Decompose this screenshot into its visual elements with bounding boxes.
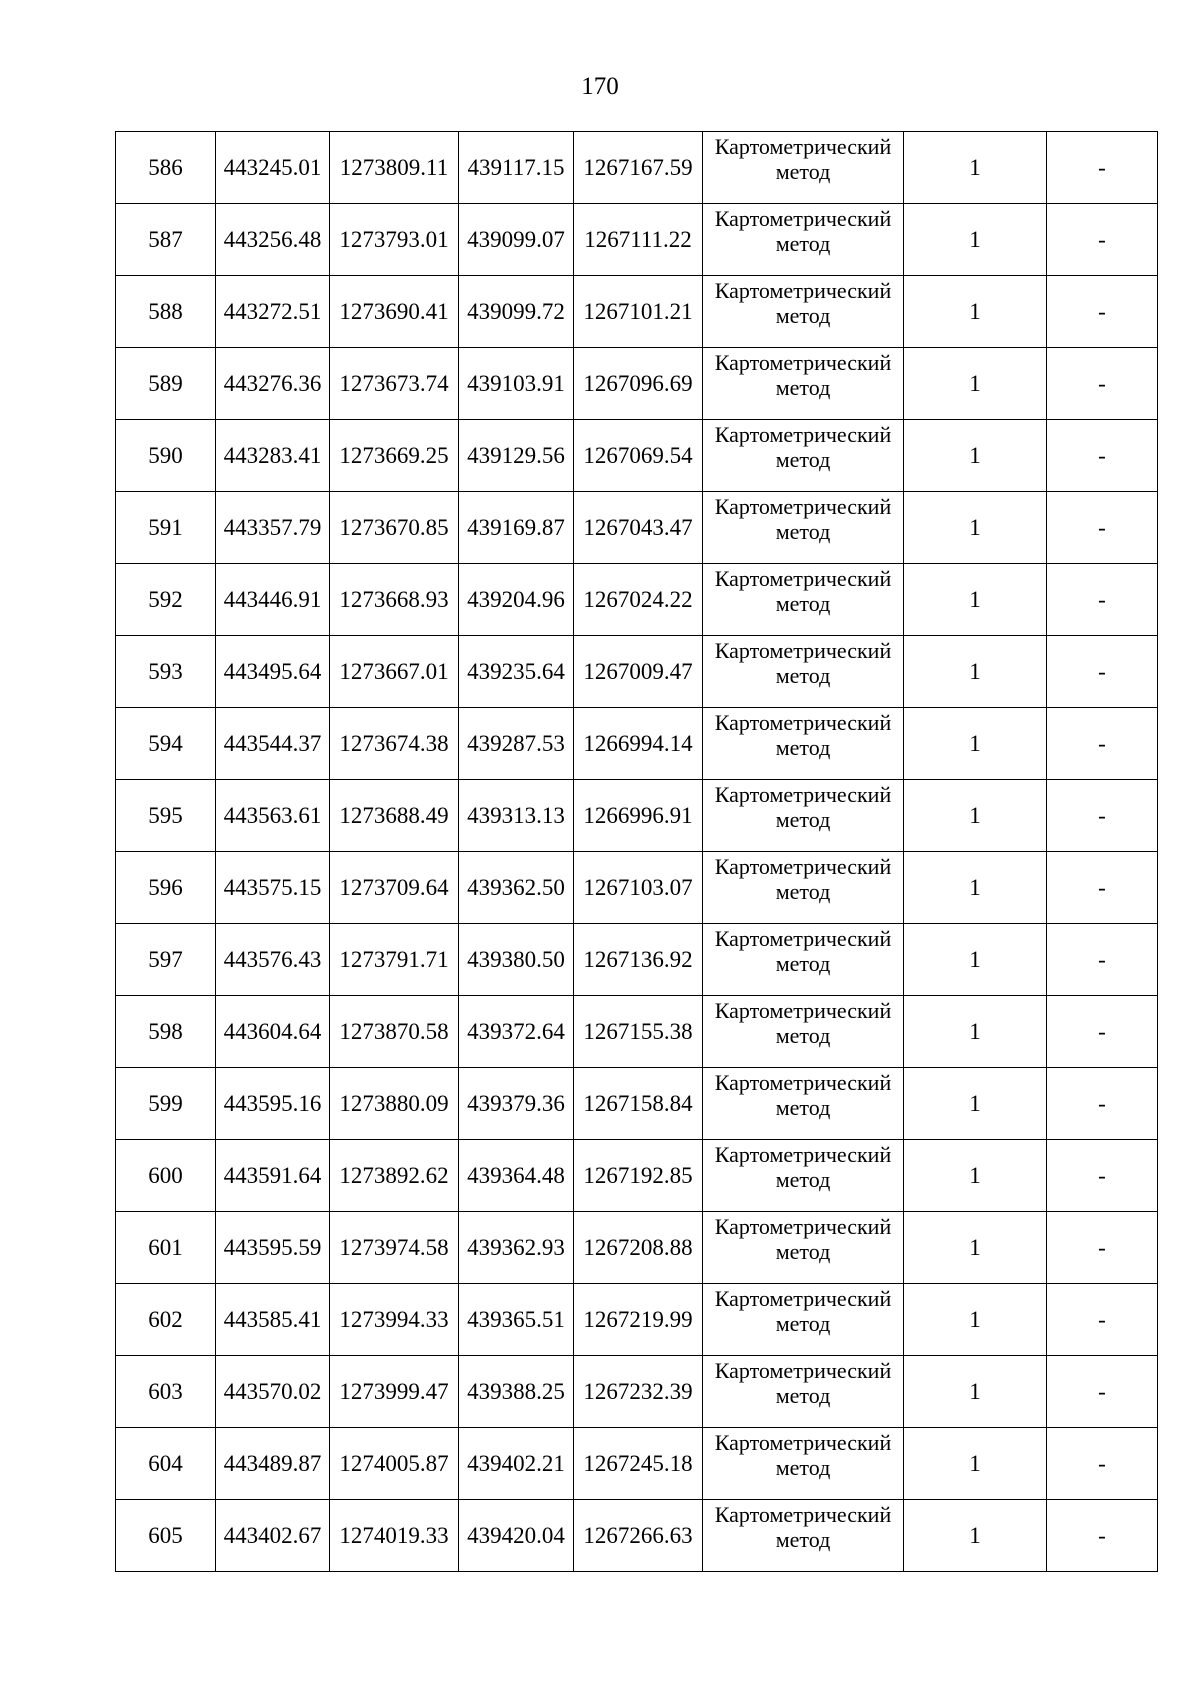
x1-cell: 443595.59	[216, 1212, 330, 1284]
table-row	[116, 924, 1158, 996]
accuracy-cell: 1	[904, 564, 1047, 636]
x2-cell: 439380.50	[459, 924, 574, 996]
method-cell	[703, 1356, 904, 1428]
y2-cell: 1267136.92	[574, 924, 703, 996]
note-cell: -	[1047, 1140, 1158, 1212]
x2-cell: 439365.51	[459, 1284, 574, 1356]
method-cell	[703, 996, 904, 1068]
y2-cell: 1267158.84	[574, 1068, 703, 1140]
x2-cell: 439287.53	[459, 708, 574, 780]
y1-cell: 1274019.33	[330, 1500, 459, 1572]
method-cell	[703, 1140, 904, 1212]
accuracy-cell: 1	[904, 1356, 1047, 1428]
point-number-cell: 597	[116, 924, 216, 996]
point-number-cell: 601	[116, 1212, 216, 1284]
note-cell: -	[1047, 1068, 1158, 1140]
note-cell: -	[1047, 564, 1158, 636]
point-number-cell: 605	[116, 1500, 216, 1572]
method-cell	[703, 132, 904, 204]
y1-cell: 1273994.33	[330, 1284, 459, 1356]
method-line-1: Картометрический	[714, 350, 892, 375]
x1-cell: 443595.16	[216, 1068, 330, 1140]
note-cell: -	[1047, 420, 1158, 492]
x2-cell: 439379.36	[459, 1068, 574, 1140]
y1-cell: 1273791.71	[330, 924, 459, 996]
method-cell	[703, 420, 904, 492]
point-number-cell: 587	[116, 204, 216, 276]
method-cell	[703, 708, 904, 780]
accuracy-cell: 1	[904, 708, 1047, 780]
point-number-cell: 594	[116, 708, 216, 780]
accuracy-cell: 1	[904, 852, 1047, 924]
method-line-2: метод	[775, 1455, 831, 1480]
table-row	[116, 132, 1158, 204]
method-line-1: Картометрический	[714, 854, 892, 879]
note-cell: -	[1047, 1284, 1158, 1356]
method-line-1: Картометрический	[714, 566, 892, 591]
x2-cell: 439313.13	[459, 780, 574, 852]
y2-cell: 1267167.59	[574, 132, 703, 204]
y2-cell: 1266996.91	[574, 780, 703, 852]
y2-cell: 1267111.22	[574, 204, 703, 276]
y2-cell: 1267009.47	[574, 636, 703, 708]
note-cell: -	[1047, 348, 1158, 420]
method-line-2: метод	[775, 447, 831, 472]
note-cell: -	[1047, 852, 1158, 924]
method-line-1: Картометрический	[714, 1142, 892, 1167]
x1-cell: 443357.79	[216, 492, 330, 564]
table-row	[116, 852, 1158, 924]
table-row	[116, 1356, 1158, 1428]
x2-cell: 439129.56	[459, 420, 574, 492]
accuracy-cell: 1	[904, 996, 1047, 1068]
y2-cell: 1266994.14	[574, 708, 703, 780]
method-line-1: Картометрический	[714, 422, 892, 447]
method-line-1: Картометрический	[714, 710, 892, 735]
accuracy-cell: 1	[904, 780, 1047, 852]
method-line-2: метод	[775, 1311, 831, 1336]
point-number-cell: 591	[116, 492, 216, 564]
method-cell	[703, 780, 904, 852]
y2-cell: 1267219.99	[574, 1284, 703, 1356]
y1-cell: 1273688.49	[330, 780, 459, 852]
x1-cell: 443272.51	[216, 276, 330, 348]
accuracy-cell: 1	[904, 1500, 1047, 1572]
method-line-1: Картометрический	[714, 1430, 892, 1455]
y2-cell: 1267245.18	[574, 1428, 703, 1500]
method-line-1: Картометрический	[714, 278, 892, 303]
y2-cell: 1267024.22	[574, 564, 703, 636]
y1-cell: 1273974.58	[330, 1212, 459, 1284]
x1-cell: 443576.43	[216, 924, 330, 996]
point-number-cell: 604	[116, 1428, 216, 1500]
x2-cell: 439235.64	[459, 636, 574, 708]
table-row	[116, 348, 1158, 420]
accuracy-cell: 1	[904, 1428, 1047, 1500]
table-row	[116, 564, 1158, 636]
method-cell	[703, 1212, 904, 1284]
method-line-2: метод	[775, 1527, 831, 1552]
x1-cell: 443604.64	[216, 996, 330, 1068]
method-line-1: Картометрический	[714, 782, 892, 807]
y1-cell: 1273999.47	[330, 1356, 459, 1428]
note-cell: -	[1047, 1428, 1158, 1500]
y1-cell: 1273667.01	[330, 636, 459, 708]
table-row	[116, 204, 1158, 276]
x2-cell: 439388.25	[459, 1356, 574, 1428]
y2-cell: 1267192.85	[574, 1140, 703, 1212]
x2-cell: 439362.93	[459, 1212, 574, 1284]
table-row	[116, 708, 1158, 780]
accuracy-cell: 1	[904, 204, 1047, 276]
point-number-cell: 598	[116, 996, 216, 1068]
y1-cell: 1273669.25	[330, 420, 459, 492]
note-cell: -	[1047, 996, 1158, 1068]
y2-cell: 1267155.38	[574, 996, 703, 1068]
method-line-1: Картометрический	[714, 1070, 892, 1095]
x2-cell: 439169.87	[459, 492, 574, 564]
method-line-2: метод	[775, 1383, 831, 1408]
method-line-1: Картометрический	[714, 134, 892, 159]
point-number-cell: 603	[116, 1356, 216, 1428]
x2-cell: 439372.64	[459, 996, 574, 1068]
method-line-2: метод	[775, 1023, 831, 1048]
accuracy-cell: 1	[904, 636, 1047, 708]
method-cell	[703, 924, 904, 996]
point-number-cell: 589	[116, 348, 216, 420]
method-cell	[703, 204, 904, 276]
method-line-1: Картометрический	[714, 206, 892, 231]
y1-cell: 1273870.58	[330, 996, 459, 1068]
x1-cell: 443585.41	[216, 1284, 330, 1356]
y1-cell: 1273793.01	[330, 204, 459, 276]
method-line-2: метод	[775, 1239, 831, 1264]
method-line-2: метод	[775, 375, 831, 400]
table-body	[116, 132, 1158, 1572]
point-number-cell: 593	[116, 636, 216, 708]
table-row	[116, 636, 1158, 708]
method-line-2: метод	[775, 1167, 831, 1192]
coordinates-table	[115, 131, 1158, 1572]
x1-cell: 443245.01	[216, 132, 330, 204]
y1-cell: 1273892.62	[330, 1140, 459, 1212]
method-line-2: метод	[775, 303, 831, 328]
method-cell	[703, 492, 904, 564]
x1-cell: 443276.36	[216, 348, 330, 420]
y2-cell: 1267043.47	[574, 492, 703, 564]
method-line-2: метод	[775, 807, 831, 832]
table-row	[116, 420, 1158, 492]
x1-cell: 443570.02	[216, 1356, 330, 1428]
method-line-1: Картометрический	[714, 1286, 892, 1311]
accuracy-cell: 1	[904, 1068, 1047, 1140]
method-line-2: метод	[775, 1095, 831, 1120]
method-line-2: метод	[775, 879, 831, 904]
accuracy-cell: 1	[904, 276, 1047, 348]
method-cell	[703, 276, 904, 348]
method-line-1: Картометрический	[714, 998, 892, 1023]
x1-cell: 443402.67	[216, 1500, 330, 1572]
point-number-cell: 592	[116, 564, 216, 636]
accuracy-cell: 1	[904, 348, 1047, 420]
table-row	[116, 1140, 1158, 1212]
page-number: 170	[581, 73, 619, 100]
note-cell: -	[1047, 492, 1158, 564]
point-number-cell: 600	[116, 1140, 216, 1212]
point-number-cell: 586	[116, 132, 216, 204]
y2-cell: 1267208.88	[574, 1212, 703, 1284]
x2-cell: 439362.50	[459, 852, 574, 924]
y1-cell: 1273880.09	[330, 1068, 459, 1140]
x1-cell: 443283.41	[216, 420, 330, 492]
y1-cell: 1273690.41	[330, 276, 459, 348]
table-row	[116, 492, 1158, 564]
method-line-2: метод	[775, 735, 831, 760]
x2-cell: 439099.07	[459, 204, 574, 276]
point-number-cell: 602	[116, 1284, 216, 1356]
y1-cell: 1274005.87	[330, 1428, 459, 1500]
method-line-2: метод	[775, 519, 831, 544]
y2-cell: 1267101.21	[574, 276, 703, 348]
note-cell: -	[1047, 276, 1158, 348]
method-line-1: Картометрический	[714, 1502, 892, 1527]
method-cell	[703, 1284, 904, 1356]
method-line-2: метод	[775, 231, 831, 256]
method-cell	[703, 564, 904, 636]
y1-cell: 1273670.85	[330, 492, 459, 564]
y2-cell: 1267266.63	[574, 1500, 703, 1572]
table-row	[116, 780, 1158, 852]
point-number-cell: 590	[116, 420, 216, 492]
method-cell	[703, 1500, 904, 1572]
method-cell	[703, 1428, 904, 1500]
y1-cell: 1273674.38	[330, 708, 459, 780]
method-line-2: метод	[775, 951, 831, 976]
note-cell: -	[1047, 708, 1158, 780]
x2-cell: 439420.04	[459, 1500, 574, 1572]
accuracy-cell: 1	[904, 1140, 1047, 1212]
table-row	[116, 996, 1158, 1068]
point-number-cell: 588	[116, 276, 216, 348]
method-cell	[703, 1068, 904, 1140]
x1-cell: 443256.48	[216, 204, 330, 276]
point-number-cell: 596	[116, 852, 216, 924]
y2-cell: 1267103.07	[574, 852, 703, 924]
table-row	[116, 1068, 1158, 1140]
table-row	[116, 1500, 1158, 1572]
x2-cell: 439364.48	[459, 1140, 574, 1212]
y1-cell: 1273709.64	[330, 852, 459, 924]
x2-cell: 439402.21	[459, 1428, 574, 1500]
accuracy-cell: 1	[904, 1212, 1047, 1284]
method-cell	[703, 852, 904, 924]
method-cell	[703, 348, 904, 420]
method-line-1: Картометрический	[714, 1214, 892, 1239]
x1-cell: 443563.61	[216, 780, 330, 852]
method-line-2: метод	[775, 663, 831, 688]
table-row	[116, 276, 1158, 348]
x1-cell: 443495.64	[216, 636, 330, 708]
point-number-cell: 595	[116, 780, 216, 852]
note-cell: -	[1047, 204, 1158, 276]
y2-cell: 1267069.54	[574, 420, 703, 492]
table-row	[116, 1428, 1158, 1500]
x1-cell: 443489.87	[216, 1428, 330, 1500]
x1-cell: 443591.64	[216, 1140, 330, 1212]
point-number-cell: 599	[116, 1068, 216, 1140]
table-row	[116, 1284, 1158, 1356]
table-row	[116, 1212, 1158, 1284]
accuracy-cell: 1	[904, 420, 1047, 492]
accuracy-cell: 1	[904, 924, 1047, 996]
method-line-2: метод	[775, 591, 831, 616]
method-line-2: метод	[775, 159, 831, 184]
y1-cell: 1273809.11	[330, 132, 459, 204]
note-cell: -	[1047, 1500, 1158, 1572]
note-cell: -	[1047, 1356, 1158, 1428]
x2-cell: 439099.72	[459, 276, 574, 348]
accuracy-cell: 1	[904, 492, 1047, 564]
y1-cell: 1273668.93	[330, 564, 459, 636]
x2-cell: 439117.15	[459, 132, 574, 204]
method-line-1: Картометрический	[714, 494, 892, 519]
x2-cell: 439103.91	[459, 348, 574, 420]
method-line-1: Картометрический	[714, 926, 892, 951]
note-cell: -	[1047, 132, 1158, 204]
y2-cell: 1267232.39	[574, 1356, 703, 1428]
y1-cell: 1273673.74	[330, 348, 459, 420]
x1-cell: 443544.37	[216, 708, 330, 780]
note-cell: -	[1047, 780, 1158, 852]
method-line-1: Картометрический	[714, 638, 892, 663]
note-cell: -	[1047, 636, 1158, 708]
method-cell	[703, 636, 904, 708]
note-cell: -	[1047, 924, 1158, 996]
accuracy-cell: 1	[904, 132, 1047, 204]
y2-cell: 1267096.69	[574, 348, 703, 420]
x2-cell: 439204.96	[459, 564, 574, 636]
x1-cell: 443575.15	[216, 852, 330, 924]
note-cell: -	[1047, 1212, 1158, 1284]
accuracy-cell: 1	[904, 1284, 1047, 1356]
method-line-1: Картометрический	[714, 1358, 892, 1383]
x1-cell: 443446.91	[216, 564, 330, 636]
